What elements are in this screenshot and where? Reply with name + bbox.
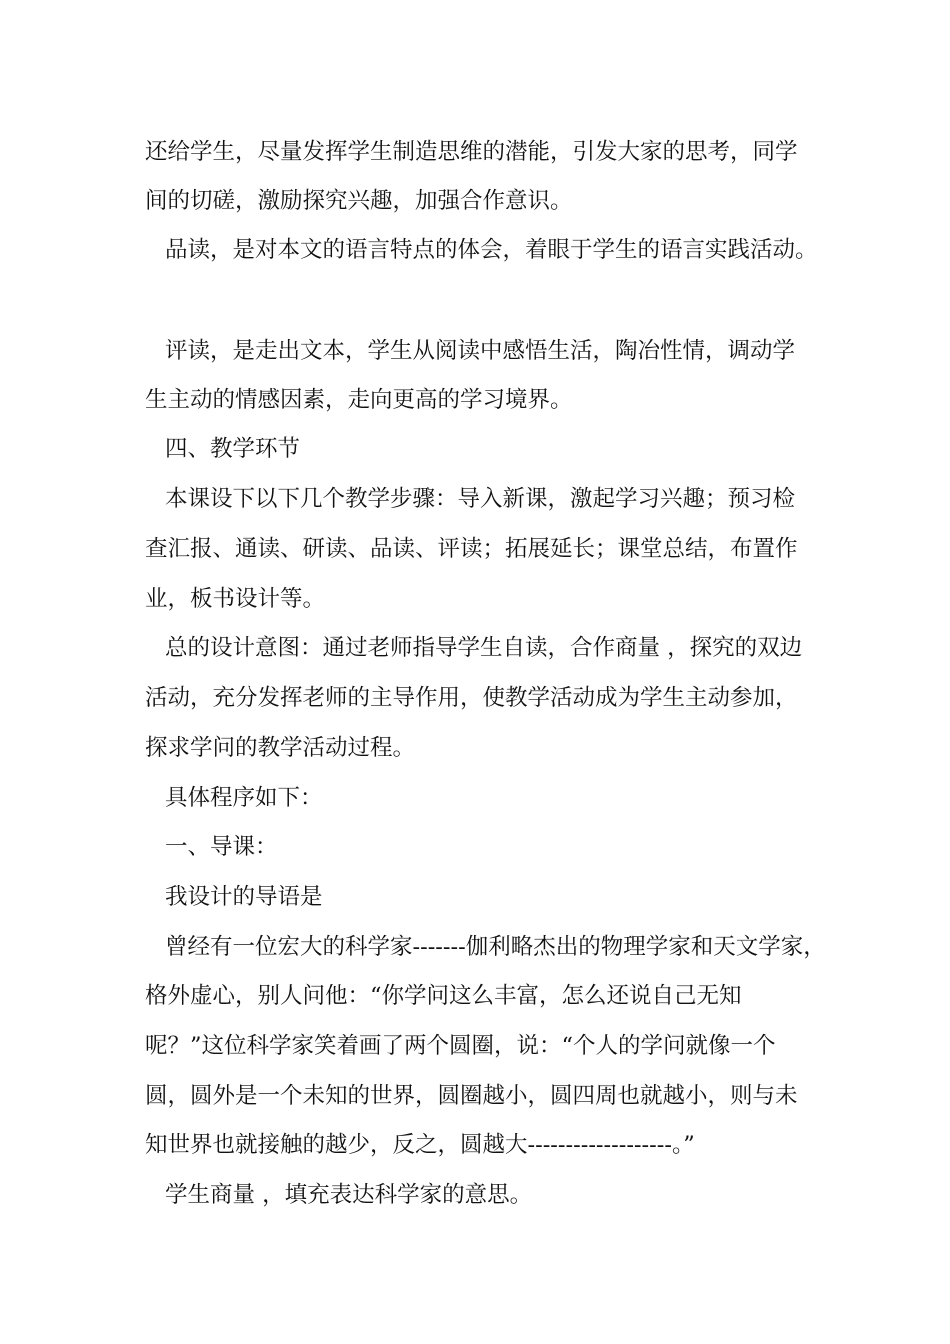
paragraph-line: 知世界也就接触的越少，反之，圆越大-------------------。” [145,1132,695,1158]
paragraph-line: 格外虚心，别人问他：“你学问这么丰富，怎么还说自己无知 [145,983,742,1009]
paragraph-line: 查汇报、通读、研读、品读、评读；拓展延长；课堂总结，布置作 [145,536,798,562]
paragraph-line: 呢？”这位科学家笑着画了两个圆圈，说：“个人的学问就像一个 [145,1033,776,1059]
paragraph-line: 曾经有一位宏大的科学家-------伽利略杰出的物理学家和天文学家， [165,934,826,960]
paragraph-line: 学生商量 ，填充表达科学家的意思。 [165,1182,533,1208]
paragraph-line: 我设计的导语是 [165,884,323,910]
paragraph-line: 还给学生，尽量发挥学生制造思维的潜能，引发大家的思考，同学 [145,139,798,165]
paragraph-line: 探求学问的教学活动过程。 [145,735,416,761]
section-heading: 四、教学环节 [165,436,301,462]
paragraph-line: 本课设下以下几个教学步骤：导入新课，激起学习兴趣；预习检 [165,486,796,512]
paragraph-line: 间的切磋，激励探究兴趣，加强合作意识。 [145,188,573,214]
paragraph-line: 具体程序如下： [165,785,323,811]
paragraph-line: 活动，充分发挥老师的主导作用，使教学活动成为学生主动参加， [145,685,798,711]
paragraph-line: 业，板书设计等。 [145,586,326,612]
paragraph-line: 评读，是走出文本，学生从阅读中感悟生活，陶冶性情，调动学 [165,338,796,364]
paragraph-line: 总的设计意图：通过老师指导学生自读，合作商量 ，探究的双边 [165,635,803,661]
paragraph-line: 品读，是对本文的语言特点的体会，着眼于学生的语言实践活动。 [165,237,818,263]
paragraph-line: 圆，圆外是一个未知的世界，圆圈越小，圆四周也就越小，则与未 [145,1083,798,1109]
section-heading: 一、导课： [165,834,278,860]
paragraph-line: 生主动的情感因素，走向更高的学习境界。 [145,387,573,413]
